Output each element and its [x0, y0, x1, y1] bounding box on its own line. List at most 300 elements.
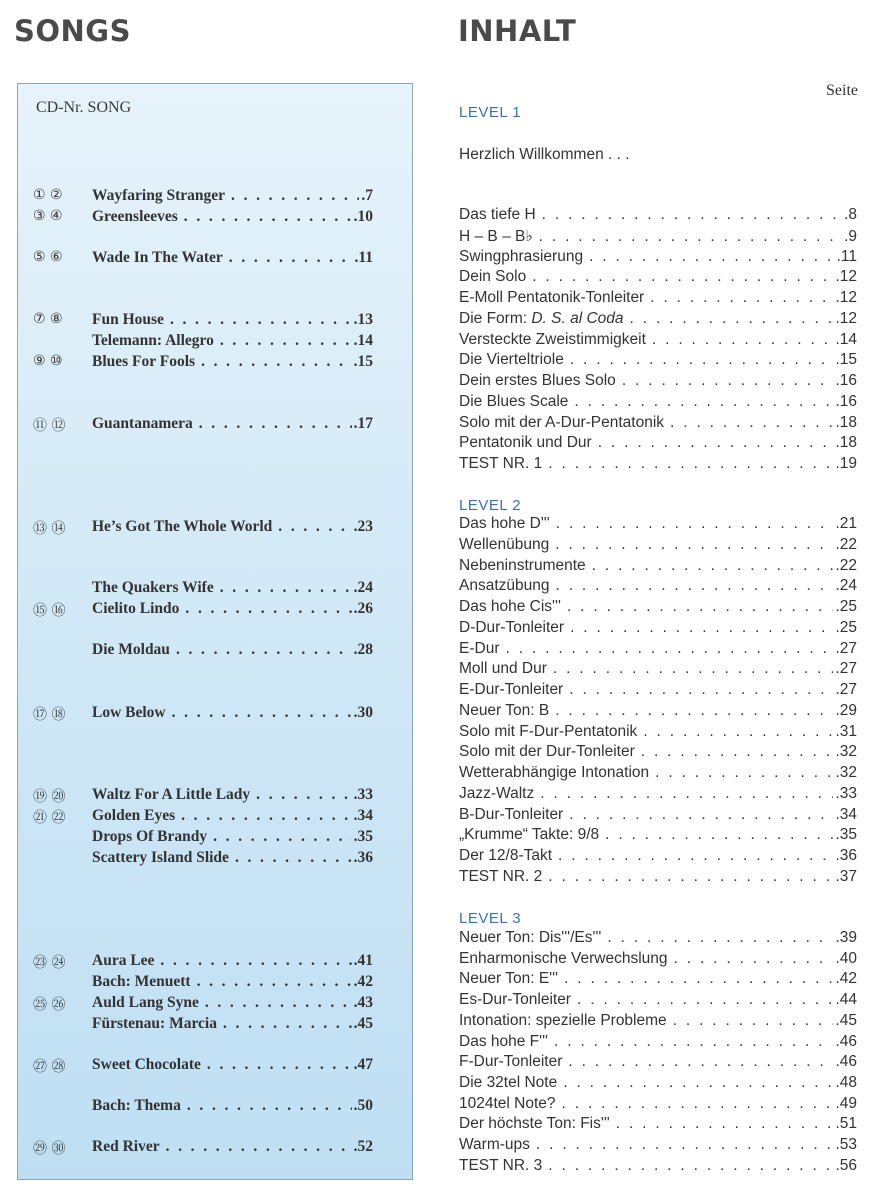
toc-title: Neuer Ton: E'''	[459, 970, 559, 988]
song-entry	[92, 952, 373, 970]
song-row	[33, 249, 373, 269]
toc-row	[459, 1053, 857, 1073]
song-row	[33, 786, 373, 806]
cd-track-numbers: ③ ④	[33, 208, 63, 224]
toc-title: E-Moll Pentatonik-Tonleiter	[459, 289, 645, 306]
toc-page-number: .44	[835, 991, 857, 1009]
welcome-entry: Herzlich Willkommen . . .	[459, 146, 630, 163]
dot-leader	[197, 973, 352, 991]
song-entry	[92, 1015, 373, 1033]
dot-leader	[539, 228, 842, 246]
toc-row	[459, 268, 857, 288]
toc-row	[459, 434, 857, 454]
coda-marking: D. S. al Coda	[531, 309, 624, 327]
dot-leader	[540, 785, 833, 803]
song-page-number: .24	[353, 579, 373, 596]
toc-row	[459, 351, 857, 371]
song-row	[33, 1056, 373, 1076]
toc-page-number: .49	[835, 1094, 857, 1112]
song-title: Greensleeves	[92, 208, 178, 225]
dot-leader	[574, 393, 833, 411]
cd-track-numbers: ⑪ ⑫	[33, 418, 66, 434]
song-title: He’s Got The Whole World	[92, 518, 273, 535]
song-title: Die Moldau	[92, 641, 170, 658]
toc-row	[459, 681, 857, 701]
toc-page-number: .36	[835, 847, 857, 864]
toc-row	[459, 515, 857, 535]
toc-page-number: .12	[835, 309, 857, 327]
dot-leader	[568, 1053, 833, 1071]
dot-leader	[673, 1012, 834, 1030]
toc-title: Jazz-Waltz	[459, 784, 535, 802]
song-row	[33, 849, 373, 869]
toc-page-number: .29	[835, 701, 857, 719]
song-entry	[92, 518, 373, 536]
toc-title: E-Dur	[459, 639, 500, 657]
dot-leader	[532, 268, 833, 286]
song-entry	[92, 208, 373, 226]
toc-row	[459, 868, 857, 888]
toc-row	[459, 929, 857, 949]
toc-title: Der höchste Ton: Fis'''	[459, 1115, 610, 1133]
dot-leader	[278, 518, 351, 536]
toc-row	[459, 206, 857, 226]
cd-track-numbers: ⑬ ⑭	[33, 521, 66, 537]
toc-title: Nebeninstrumente	[459, 556, 586, 574]
toc-row	[459, 806, 857, 826]
toc-title: Pentatonik und Dur	[459, 434, 592, 452]
dot-leader	[558, 847, 833, 865]
toc-title: Warm-ups	[459, 1136, 530, 1154]
song-title: Scattery Island Slide	[92, 849, 229, 866]
toc-title: Intonation: spezielle Probleme	[459, 1011, 667, 1029]
song-title: Fürstenau: Marcia	[92, 1015, 217, 1032]
toc-page-number: .33	[835, 784, 857, 802]
song-title: Bach: Menuett	[92, 973, 191, 990]
toc-title: Dein Solo	[459, 268, 527, 286]
toc-page-number: .32	[835, 764, 857, 781]
toc-row	[459, 702, 857, 722]
dot-leader	[554, 1033, 833, 1051]
toc-row	[459, 640, 857, 660]
dot-leader	[548, 455, 833, 473]
song-title: Bach: Thema	[92, 1097, 181, 1114]
dot-leader	[505, 640, 833, 658]
toc-page-number: .14	[835, 330, 857, 348]
level-3-heading: LEVEL 3	[459, 910, 522, 927]
dot-leader	[592, 557, 834, 575]
dot-leader	[570, 351, 834, 369]
song-row	[33, 579, 373, 599]
toc-title: Moll und Dur	[459, 660, 547, 678]
dot-leader	[536, 1136, 834, 1154]
toc-row	[459, 743, 857, 763]
song-page-number: .11	[354, 249, 373, 266]
song-row	[33, 1015, 373, 1035]
toc-page-number: .27	[835, 681, 857, 698]
toc-page-number: .45	[835, 1011, 857, 1029]
song-page-number: .23	[353, 518, 373, 535]
dot-leader	[231, 187, 359, 205]
song-entry	[92, 786, 373, 804]
song-entry	[92, 1056, 373, 1074]
toc-title: Das hohe F'''	[459, 1032, 549, 1050]
dot-leader	[172, 704, 352, 722]
toc-page-number: .39	[835, 929, 857, 946]
toc-page-number: .16	[835, 372, 857, 389]
dot-leader	[598, 434, 834, 452]
song-page-number: .34	[353, 807, 373, 824]
song-page-number: .17	[353, 415, 373, 432]
toc-title: Enharmonische Verwechslung	[459, 949, 668, 967]
toc-title: TEST NR. 3	[459, 1156, 543, 1174]
song-title: Aura Lee	[92, 952, 155, 969]
song-entry	[92, 828, 373, 846]
toc-row	[459, 536, 857, 556]
song-title: Wade In The Water	[92, 249, 223, 266]
toc-row	[459, 1095, 857, 1115]
toc-row	[459, 577, 857, 597]
song-row	[33, 994, 373, 1014]
dot-leader	[553, 660, 834, 678]
toc-row	[459, 991, 857, 1011]
toc-page-number: .48	[835, 1074, 857, 1092]
toc-row	[459, 660, 857, 680]
dot-leader	[205, 994, 352, 1012]
dot-leader	[556, 577, 834, 595]
dot-leader	[235, 849, 352, 867]
toc-row	[459, 826, 857, 846]
song-page-number: .10	[353, 208, 373, 225]
song-page-number: .50	[353, 1097, 373, 1114]
dot-leader	[185, 600, 351, 618]
toc-row	[459, 557, 857, 577]
level-2-heading: LEVEL 2	[459, 497, 522, 514]
toc-row	[459, 331, 857, 351]
songs-header: CD-Nr. SONG	[36, 99, 132, 116]
dot-leader	[650, 289, 833, 307]
dot-leader	[213, 828, 352, 846]
page-column-label: Seite	[826, 82, 858, 99]
toc-title: Das tiefe H	[459, 206, 536, 223]
contents-title: INHALT	[458, 14, 577, 48]
toc-title: D-Dur-Tonleiter	[459, 618, 565, 636]
song-title: Golden Eyes	[92, 807, 176, 824]
song-entry	[92, 973, 373, 991]
dot-leader	[207, 1056, 352, 1074]
song-row	[33, 353, 373, 373]
toc-title: Die Form: D. S. al Coda	[459, 309, 624, 327]
toc-row	[459, 227, 857, 247]
cd-track-numbers: ⑤ ⑥	[33, 249, 63, 265]
song-page-number: .33	[353, 786, 373, 803]
toc-row	[459, 455, 857, 475]
cd-track-numbers: ⑨ ⑩	[33, 353, 63, 369]
cd-track-numbers: ⑰ ⑱	[33, 707, 66, 723]
toc-page-number: .35	[835, 826, 857, 844]
cd-track-numbers: ㉗ ㉘	[33, 1059, 66, 1075]
cd-track-numbers: ㉕ ㉖	[33, 997, 66, 1013]
dot-leader	[569, 806, 833, 824]
toc-title: Der 12/8-Takt	[459, 847, 553, 864]
toc-page-number: .37	[835, 867, 857, 885]
song-title: Low Below	[92, 704, 166, 721]
toc-row	[459, 414, 857, 434]
toc-title: B-Dur-Tonleiter	[459, 805, 564, 823]
toc-page-number: .19	[835, 455, 857, 472]
dot-leader	[567, 598, 834, 616]
toc-row	[459, 785, 857, 805]
song-entry	[92, 415, 373, 433]
song-title: Waltz For A Little Lady	[92, 786, 251, 803]
song-row	[33, 332, 373, 352]
dot-leader	[555, 702, 833, 720]
song-row	[33, 952, 373, 972]
toc-row	[459, 1012, 857, 1032]
song-title: Red River	[92, 1138, 160, 1155]
toc-title: TEST NR. 2	[459, 867, 543, 885]
cd-track-numbers: ㉑ ㉒	[33, 810, 66, 826]
song-row	[33, 973, 373, 993]
song-page-number: .7	[361, 187, 373, 204]
dot-leader	[181, 807, 352, 825]
toc-row	[459, 248, 857, 268]
song-row	[33, 1138, 373, 1158]
toc-title: Dein erstes Blues Solo	[459, 372, 616, 389]
toc-row	[459, 764, 857, 784]
dot-leader	[641, 743, 834, 761]
dot-leader	[577, 991, 833, 1009]
song-entry	[92, 704, 373, 722]
cd-track-numbers: ⑦ ⑧	[33, 311, 63, 327]
dot-leader	[670, 414, 833, 432]
song-entry	[92, 849, 373, 867]
song-title: Blues For Fools	[92, 353, 196, 370]
toc-title: H – B – B♭	[459, 227, 533, 245]
toc-title: Wellenübung	[459, 535, 550, 553]
songs-panel	[17, 83, 413, 1180]
song-page-number: .15	[353, 353, 373, 370]
toc-page-number: .27	[835, 660, 857, 678]
dot-leader	[563, 1074, 833, 1092]
dot-leader	[652, 331, 834, 349]
toc-title: Neuer Ton: Dis'''/Es'''	[459, 929, 602, 946]
toc-page-number: .21	[835, 515, 857, 532]
level-1-heading: LEVEL 1	[459, 104, 522, 121]
song-title: Cielito Lindo	[92, 600, 180, 617]
song-entry	[92, 332, 373, 350]
dot-leader	[562, 1095, 834, 1113]
toc-page-number: .11	[836, 247, 857, 265]
song-row	[33, 415, 373, 435]
song-page-number: .41	[353, 952, 373, 969]
dot-leader	[220, 332, 352, 350]
song-entry	[92, 311, 373, 329]
dot-leader	[643, 723, 833, 741]
toc-row	[459, 1074, 857, 1094]
toc-title: Solo mit F-Dur-Pentatonik	[459, 722, 638, 740]
song-row	[33, 641, 373, 661]
song-page-number: .26	[353, 600, 373, 617]
dot-leader	[564, 970, 833, 988]
dot-leader	[570, 619, 833, 637]
cd-track-numbers: ① ②	[33, 187, 63, 203]
song-page-number: .42	[353, 973, 373, 990]
toc-page-number: .53	[835, 1136, 857, 1154]
song-title: Telemann: Allegro	[92, 332, 214, 349]
dot-leader	[187, 1097, 352, 1115]
toc-page-number: .12	[835, 289, 857, 306]
song-entry	[92, 600, 373, 618]
toc-row	[459, 598, 857, 618]
song-title: Wayfaring Stranger	[92, 187, 226, 204]
song-entry	[92, 1138, 373, 1156]
toc-row	[459, 310, 857, 330]
dot-leader	[166, 1138, 352, 1156]
song-row	[33, 704, 373, 724]
song-entry	[92, 187, 373, 205]
dot-leader	[616, 1115, 834, 1133]
songs-title: SONGS	[14, 14, 131, 48]
toc-title: F-Dur-Tonleiter	[459, 1053, 563, 1071]
toc-page-number: .46	[835, 1032, 857, 1050]
toc-row	[459, 1136, 857, 1156]
song-page-number: .36	[353, 849, 373, 866]
dot-leader	[630, 310, 834, 328]
toc-page-number: .16	[835, 392, 857, 410]
song-page-number: .30	[353, 704, 373, 721]
dot-leader	[176, 641, 352, 659]
toc-page-number: .46	[835, 1053, 857, 1071]
cd-track-numbers: ㉓ ㉔	[33, 955, 66, 971]
dot-leader	[569, 681, 833, 699]
song-entry	[92, 807, 373, 825]
toc-row	[459, 950, 857, 970]
song-title: Drops Of Brandy	[92, 828, 208, 845]
song-row	[33, 600, 373, 620]
toc-row	[459, 1115, 857, 1135]
song-row	[33, 518, 373, 538]
toc-title: Ansatzübung	[459, 577, 550, 595]
toc-page-number: .12	[835, 268, 857, 286]
song-entry	[92, 353, 373, 371]
dot-leader	[548, 868, 833, 886]
song-entry	[92, 249, 373, 267]
toc-page-number: .15	[835, 351, 857, 369]
toc-title: „Krumme“ Takte: 9/8	[459, 826, 600, 844]
toc-title: Wetterabhängige Intonation	[459, 764, 650, 781]
song-row	[33, 208, 373, 228]
song-row	[33, 187, 373, 207]
dot-leader	[555, 536, 833, 554]
dot-leader	[201, 353, 352, 371]
toc-page-number: .22	[835, 535, 857, 553]
toc-page-number: .56	[835, 1156, 857, 1174]
toc-page-number: .27	[835, 639, 857, 657]
toc-row	[459, 723, 857, 743]
dot-leader	[223, 1015, 352, 1033]
dot-leader	[607, 929, 833, 947]
toc-title: Solo mit der Dur-Tonleiter	[459, 743, 635, 761]
dot-leader	[674, 950, 834, 968]
toc-row	[459, 847, 857, 867]
toc-title: E-Dur-Tonleiter	[459, 681, 564, 698]
song-row	[33, 311, 373, 331]
toc-title: Neuer Ton: B	[459, 701, 550, 719]
song-page-number: .13	[353, 311, 373, 328]
song-page-number: .45	[353, 1015, 373, 1032]
toc-title: TEST NR. 1	[459, 455, 543, 472]
dot-leader	[256, 786, 351, 804]
song-page-number: .35	[353, 828, 373, 845]
song-page-number: .28	[353, 641, 373, 658]
song-page-number: .52	[353, 1138, 373, 1155]
song-entry	[92, 994, 373, 1012]
toc-row	[459, 1157, 857, 1177]
song-title: Guantanamera	[92, 415, 193, 432]
toc-title: Die Vierteltriole	[459, 351, 564, 369]
toc-title: Solo mit der A-Dur-Pentatonik	[459, 413, 665, 431]
toc-page-number: .9	[844, 227, 857, 245]
song-page-number: .43	[353, 994, 373, 1011]
toc-page-number: .25	[835, 618, 857, 636]
toc-row	[459, 1033, 857, 1053]
song-page-number: .14	[353, 332, 373, 349]
song-row	[33, 807, 373, 827]
toc-row	[459, 289, 857, 309]
toc-page-number: .42	[835, 970, 857, 988]
toc-row	[459, 393, 857, 413]
dot-leader	[170, 311, 352, 329]
song-entry	[92, 579, 373, 597]
toc-page-number: .32	[835, 743, 857, 761]
song-title: The Quakers Wife	[92, 579, 214, 596]
toc-title: 1024tel Note?	[459, 1094, 556, 1112]
cd-track-numbers: ⑮ ⑯	[33, 603, 66, 619]
dot-leader	[220, 579, 352, 597]
toc-row	[459, 619, 857, 639]
toc-page-number: .31	[835, 722, 857, 740]
toc-row	[459, 372, 857, 392]
toc-title: Das hohe D'''	[459, 515, 550, 532]
toc-title: Versteckte Zweistimmigkeit	[459, 330, 646, 348]
dot-leader	[556, 515, 834, 533]
dot-leader	[199, 415, 352, 433]
toc-page-number: .18	[835, 434, 857, 452]
toc-page-number: .8	[844, 206, 857, 223]
toc-page-number: .40	[835, 949, 857, 967]
toc-title: Es-Dur-Tonleiter	[459, 991, 571, 1009]
toc-page-number: .25	[835, 598, 857, 615]
cd-track-numbers: ⑲ ⑳	[33, 789, 66, 805]
dot-leader	[655, 764, 833, 782]
dot-leader	[548, 1157, 833, 1175]
cd-track-numbers: ㉙ ㉚	[33, 1141, 66, 1157]
song-title: Auld Lang Syne	[92, 994, 199, 1011]
dot-leader	[542, 206, 842, 224]
dot-leader	[184, 208, 352, 226]
toc-page-number: .51	[835, 1115, 857, 1133]
song-row	[33, 1097, 373, 1117]
dot-leader	[229, 249, 353, 267]
toc-page-number: .34	[835, 805, 857, 823]
toc-title: Das hohe Cis'''	[459, 598, 561, 615]
toc-title: Die Blues Scale	[459, 392, 569, 410]
toc-title: Die 32tel Note	[459, 1074, 558, 1092]
song-title: Sweet Chocolate	[92, 1056, 201, 1073]
dot-leader	[160, 952, 351, 970]
toc-page-number: .18	[835, 413, 857, 431]
